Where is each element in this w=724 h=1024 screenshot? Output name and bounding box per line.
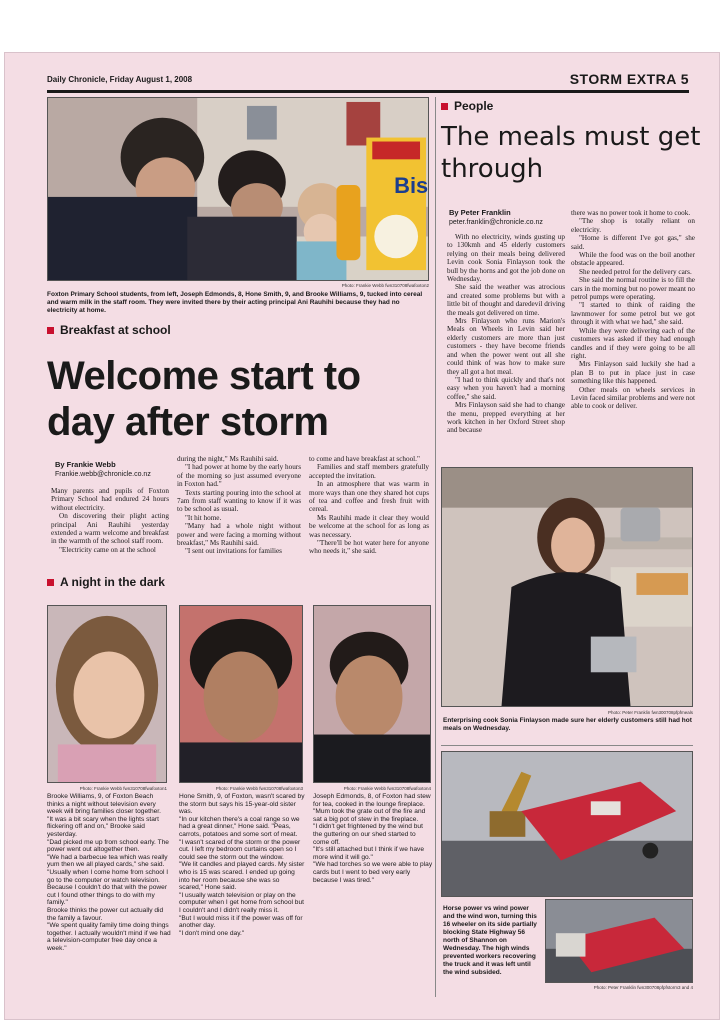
- portrait-hone: [179, 605, 303, 783]
- portrait-joseph-text: Joseph Edmonds, 8, of Foxton had stew for tea, cooked in the lounge fireplace. "Mum took the grate out of the fire and sat a big pot of stew in the fireplace. "I didn't get frightened by the wind but the guttering on our shed started to come off. "It's still attached but I think if we have more wind it will go." "We had torches so we were able to play cards but I went to bed very early because I was tired.": [313, 793, 433, 884]
- kicker-square-icon: [47, 327, 54, 334]
- breakfast-photo: [47, 97, 429, 281]
- portrait-joseph-credit: Photo: Frankie Webb fwn310708fwafoxton4: [343, 786, 431, 791]
- breakfast-kicker-label: Breakfast at school: [60, 323, 171, 337]
- portrait-hone-credit: Photo: Frankie Webb fwn310708fwafoxton3: [215, 786, 303, 791]
- portrait-joseph: [313, 605, 431, 783]
- breakfast-photo-credit: Photo: Frankie Webb fwn310708fwafoxton2: [341, 283, 429, 288]
- night-kicker-label: A night in the dark: [60, 575, 165, 589]
- people-col-1: With no electricity, winds gusting up to 130kmh and 45 elderly customers relying on their meals being delivered Levin cook Sonia Finlayson took the bull by the horns and got the job done on Wednesday. She said the weather was atrocious and created some problems but with a little bit of thought and daredevil driving the meals got delivered on time. Mrs Finlayson who runs Marion's Meals on Wheels in Levin said her elderly customers are more than just customers - they have become friends and when the power went out all she could think of was how to make sure they all got a hot meal. "I had to think quickly and that's not easy when you haven't had a morning coffee," she said. Mrs Finlayson said she had to change the menu, prepped everything at her work kitchen in her Oxford Street shop and because: [447, 233, 565, 435]
- people-col-2: there was no power took it home to cook. "The shop is totally reliant on electricity. "Home is different I've got gas," she said. While the food was on the boil another obstacle appeared. She needed petrol for the delivery cars. She said the normal routine is to fill the cars in the morning but no power meant no petrol pumps were operating. "I started to think of raiding the lawnmower for some petrol but we got through it with what we had," she said. While they were delivering each of the customers was asked if they had enough candles and if they were going to be all right. Mrs Finlayson said luckily she had a plan B to put in place just in case something like this happened. Other meals on wheels services in Levin faced similar problems and were not able to cook or deliver.: [571, 209, 695, 411]
- left-byline-name: By Frankie Webb: [55, 460, 116, 469]
- cook-photo-credit: Photo: Peter Franklin fwn300708pfpfmeals: [607, 710, 693, 715]
- portrait-brooke-credit: Photo: Frankie Webb fwn310708fwafoxton1: [79, 786, 167, 791]
- breakfast-col-1: Many parents and pupils of Foxton Primary School had endured 24 hours without electricity. On discovering their plight acting principal Ani Rauhihi yesterday extended a warm welcome and breakfast in the warmth of the school staff room. "Electricity came on at the school: [51, 487, 169, 554]
- truck-photo: [441, 751, 693, 897]
- people-kicker-label: People: [454, 99, 494, 113]
- people-headline: The meals must get through: [441, 122, 701, 184]
- breakfast-col-2: during the night," Ms Rauhihi said. "I had power at home by the early hours of the morning so just assumed everyone in Foxton had." Texts starting pouring into the school at 7am from staff wanting to know if it was to be school as usual. "It hit home. "Many had a whole night without power and were facing a morning without breakfast," Ms Rauhihi said. "I sent out invitations for families: [177, 455, 301, 556]
- right-byline-name: By Peter Franklin: [449, 208, 511, 217]
- people-kicker: [441, 99, 493, 113]
- cook-photo-caption: Enterprising cook Sonia Finlayson made sure her elderly customers still had hot meals on Wednesday.: [443, 717, 692, 732]
- masthead: [47, 71, 689, 93]
- kicker-square-icon: [47, 579, 54, 586]
- left-byline-email: Frankie.webb@chronicle.co.nz: [55, 470, 151, 478]
- section-title: STORM EXTRA 5: [569, 71, 689, 87]
- portrait-hone-text: Hone Smith, 9, of Foxton, wasn't scared by the storm but says his 15-year-old sister was. "In our kitchen there's a coal range so we had a great dinner," Hone said. "Peas, carrots, potatoes and some sort of meat. "I wasn't scared of the storm or the power cut. I left my bedroom curtains open so I could see the storm out the window. "We lit candles and played cards. My sister who is 15 was scared. I ended up going into her room because she was so scared," Hone said. "I usually watch television or play on the computer when I get home from school but I couldn't and I didn't really miss it. "But I would miss it if the power was off for another day. "I don't mind one day.": [179, 793, 305, 937]
- left-byline: [55, 461, 165, 479]
- newspaper-page: [4, 52, 720, 1020]
- night-kicker: [47, 575, 165, 589]
- kicker-square-icon: [441, 103, 448, 110]
- breakfast-col-3: to come and have breakfast at school." Families and staff members gratefully accepted the invitation. In an atmosphere that was warm in more ways than one they shared hot cups of tea and coffee and fresh fruit with cereal. Ms Rauhihi made it clear they would be welcome at the school for as long as was necessary. "There'll be hot water here for anyone who needs it," she said.: [309, 455, 429, 556]
- main-headline: Welcome start to day after storm: [47, 354, 361, 444]
- portrait-brooke-text: Brooke Williams, 9, of Foxton Beach thinks a night without television every week will bring families closer together. "It was a bit scary when the lights start flickering off and on," Brooke said yesterday. "Dad picked me up from school early. The power went out altogether then. "We had a barbecue tea which was really yum then we all played cards," she said. "Usually when I come home from school I go to the computer or watch television. Because I couldn't do that with the power cut I found other things to do with my family." Brooke thinks the power cut actually did the family a favour. "We spent quality family time doing things together. I actually wouldn't mind if we had a television-computer free day once a week.": [47, 793, 171, 952]
- portrait-brooke: [47, 605, 167, 783]
- right-byline: [449, 209, 579, 227]
- breakfast-kicker: [47, 323, 171, 337]
- cereal-box-text: Bis: [394, 173, 428, 198]
- truck-photo-credit: Photo: Peter Franklin fwn300708pfpfstorm3 and 4: [593, 985, 693, 990]
- column-rule: [435, 97, 436, 997]
- truck-photo-caption: Horse power vs wind power and the wind won, turning this 16 wheeler on its side partially blocking State Highway 56 north of Shannon on Wednesday. The high winds prevented workers recovering the truck and it was left until the wind subsided.: [443, 905, 537, 976]
- issue-date: Daily Chronicle, Friday August 1, 2008: [47, 75, 193, 84]
- breakfast-photo-caption: Foxton Primary School students, from left, Joseph Edmonds, 8, Hone Smith, 9, and Brooke Williams, 9, tucked into cereal and warm milk in the staff room. They were invited there by their acting principal Ani Rauhihi because they had no electricity at home.: [47, 291, 423, 314]
- right-divider: [441, 745, 693, 746]
- truck-photo-2: [545, 899, 693, 983]
- right-byline-email: peter.franklin@chronicle.co.nz: [449, 218, 543, 226]
- cook-photo: [441, 467, 693, 707]
